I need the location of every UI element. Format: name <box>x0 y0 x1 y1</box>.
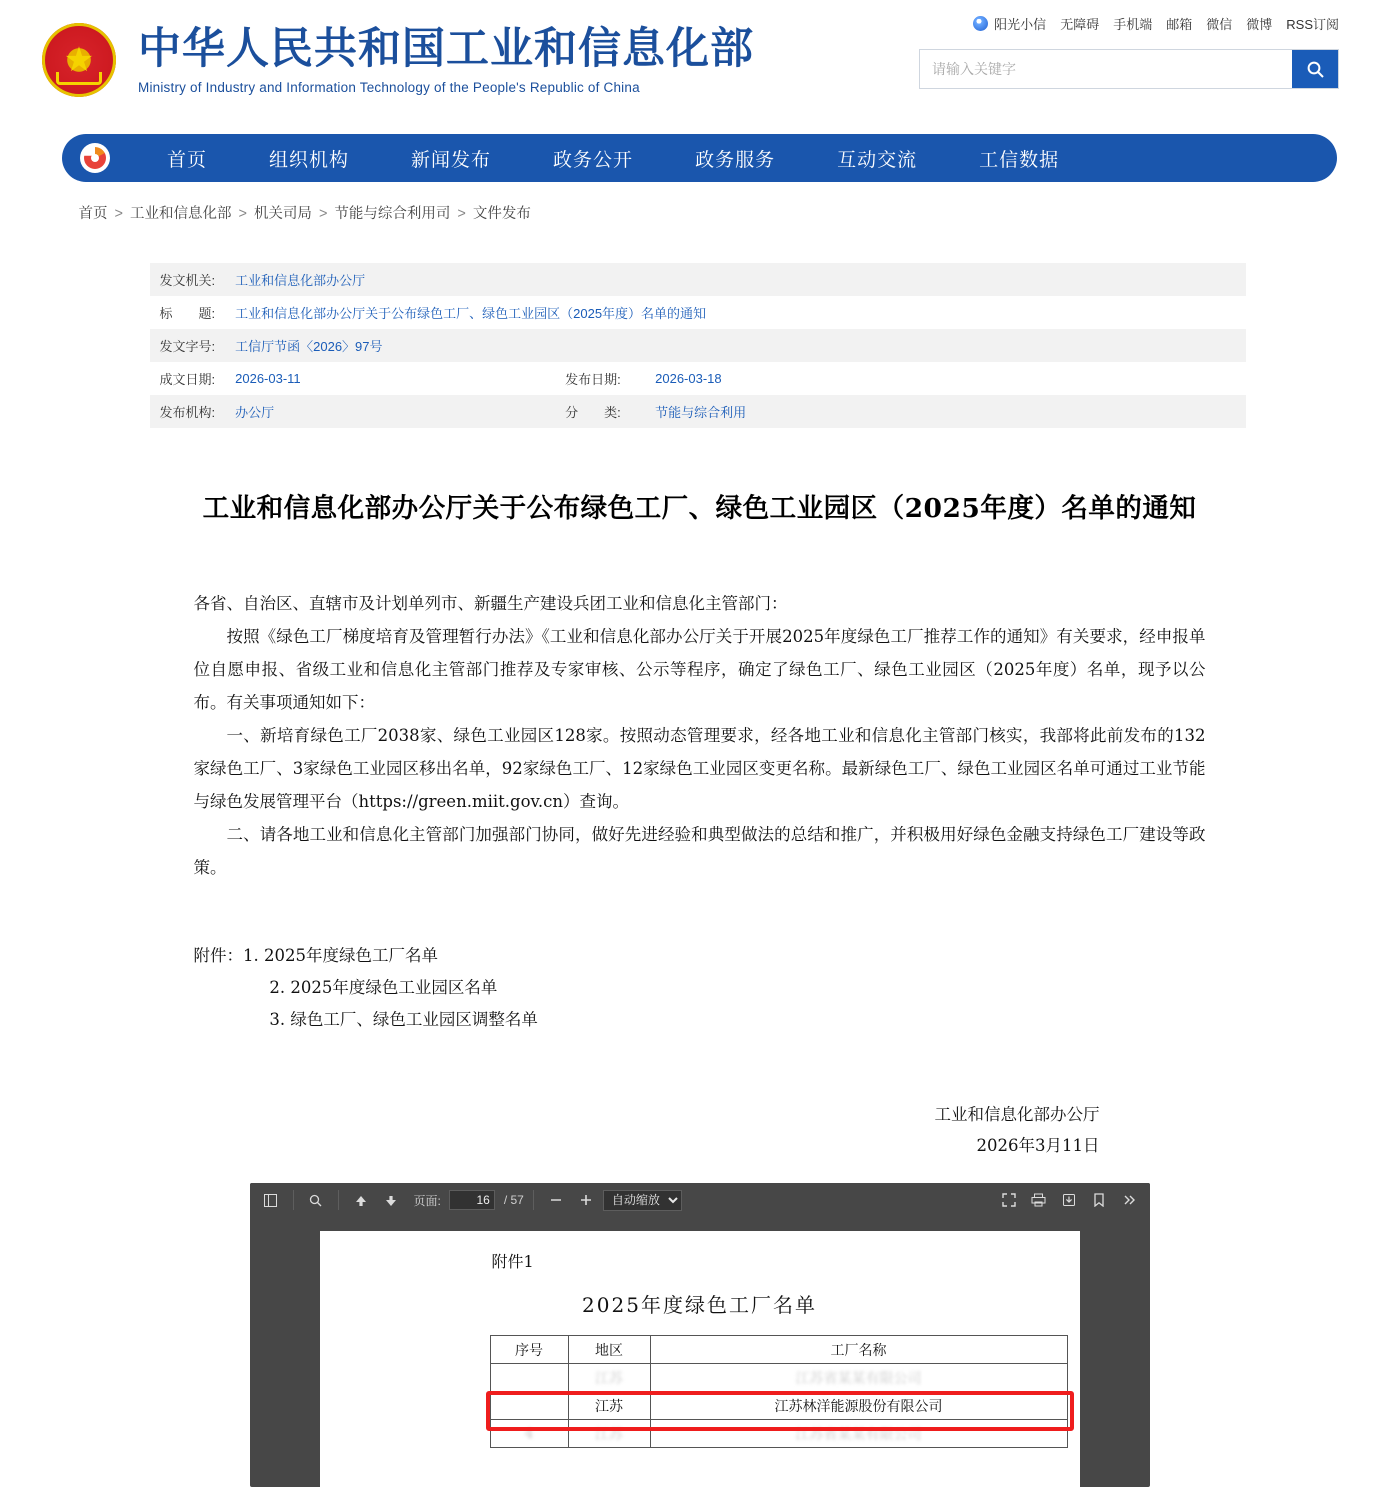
meta-value-publish-date: 2026-03-18 <box>655 371 722 386</box>
breadcrumb <box>35 202 1365 223</box>
signoff-date: 2026年3月11日 <box>976 1135 1100 1155</box>
nav-item-home[interactable]: 首页 <box>167 149 208 171</box>
site-title-block <box>138 25 754 94</box>
meta-label-publisher: 发布机构: <box>159 405 216 420</box>
pdf-toolbar <box>250 1183 1150 1217</box>
top-links <box>919 14 1339 33</box>
page-input[interactable] <box>449 1190 495 1210</box>
signoff-org: 工业和信息化部办公厅 <box>934 1104 1100 1124</box>
meta-value-doc-number[interactable]: 工信厅节函〈2026〉97号 <box>235 339 383 354</box>
zoom-select[interactable] <box>603 1190 682 1211</box>
national-emblem-icon <box>42 23 116 97</box>
pdf-attachment-number: 附件1 <box>491 1252 534 1272</box>
nav-item-government-disclosure[interactable]: 政务公开 <box>553 149 634 171</box>
download-icon[interactable] <box>1056 1188 1082 1212</box>
meta-value-publisher: 办公厅 <box>235 405 275 420</box>
meta-label-category: 分 类: <box>565 405 621 420</box>
cell-region: 江苏 <box>568 1364 650 1392</box>
meta-label-publish-date: 发布日期: <box>565 372 621 387</box>
attachment-link-1[interactable]: 2025年度绿色工厂名单 <box>264 946 438 965</box>
header-right <box>919 14 1339 89</box>
table-header-row <box>490 1336 1067 1364</box>
nav-item-interaction[interactable]: 互动交流 <box>837 149 918 171</box>
breadcrumb-sep: > <box>114 206 123 222</box>
search-icon[interactable] <box>303 1188 329 1212</box>
cell-region: 江苏 <box>568 1420 650 1448</box>
body-paragraph-1: 按照《绿色工厂梯度培育及管理暂行办法》《工业和信息化部办公厅关于开展2025年度绿色工厂推荐工作的通知》有关要求，经申报单位自愿申报、省级工业和信息化主管部门推荐及专家审核、公示等程序，确定了绿色工厂、绿色工业园区（2025年度）名单，现予以公布。有关事项通知如下： <box>193 627 1206 712</box>
document-meta-table <box>150 263 1246 428</box>
breadcrumb-item-1[interactable]: 工业和信息化部 <box>129 206 232 222</box>
miit-logo-icon <box>80 143 110 173</box>
meta-row-dates <box>150 362 1246 395</box>
toolbar-divider <box>338 1190 339 1210</box>
meta-label-doc-number: 发文字号: <box>159 339 216 354</box>
top-link-sunshine[interactable]: 阳光小信 <box>994 17 1047 32</box>
sunshine-icon <box>973 16 988 31</box>
top-link-mail[interactable]: 邮箱 <box>1166 17 1193 32</box>
toolbar-divider <box>293 1190 294 1210</box>
column-header-region: 地区 <box>568 1336 650 1364</box>
top-link-weibo[interactable]: 微博 <box>1246 17 1273 32</box>
nav-item-data[interactable]: 工信数据 <box>979 149 1060 171</box>
pdf-viewer <box>250 1183 1150 1487</box>
document-container <box>150 263 1250 1161</box>
chevron-double-right-icon[interactable] <box>1116 1188 1142 1212</box>
meta-value-category: 节能与综合利用 <box>655 405 747 420</box>
bookmark-icon[interactable] <box>1086 1188 1112 1212</box>
top-link-accessibility[interactable]: 无障碍 <box>1060 17 1100 32</box>
pdf-page-title: 2025年度绿色工厂名单 <box>582 1293 817 1318</box>
breadcrumb-item-4[interactable]: 文件发布 <box>472 206 531 222</box>
body-paragraph-3: 二、请各地工业和信息化主管部门加强部门协同，做好先进经验和典型做法的总结和推广，并积极用好绿色金融支持绿色工厂建设等政策。 <box>193 825 1206 877</box>
document-body <box>194 587 1206 884</box>
attachment-row-2[interactable]: 2. 2025年度绿色工业园区名单 <box>269 978 498 998</box>
arrow-down-icon[interactable] <box>378 1188 404 1212</box>
cell-no: 4 <box>490 1420 568 1448</box>
site-title-cn: 中华人民共和国工业和信息化部 <box>138 24 754 75</box>
page-title: 工业和信息化部办公厅关于公布绿色工厂、绿色工业园区（2025年度）名单的通知 <box>202 493 1197 524</box>
column-header-no: 序号 <box>490 1336 568 1364</box>
top-link-wechat[interactable]: 微信 <box>1206 17 1233 32</box>
nav-item-government-services[interactable]: 政务服务 <box>695 149 776 171</box>
breadcrumb-sep: > <box>457 206 466 222</box>
attachment-row-1 <box>194 940 1206 972</box>
breadcrumb-item-3[interactable]: 节能与综合利用司 <box>334 206 451 222</box>
attachment-list <box>194 940 1206 1037</box>
table-row <box>490 1420 1067 1448</box>
cell-factory-name: 江苏省某某有限公司 <box>650 1420 1067 1448</box>
top-link-rss[interactable]: RSS订阅 <box>1286 17 1339 32</box>
main-nav <box>62 134 1337 182</box>
column-header-factory-name: 工厂名称 <box>650 1336 1067 1364</box>
pdf-factory-table <box>490 1335 1068 1448</box>
plus-icon[interactable] <box>573 1188 599 1212</box>
minus-icon[interactable] <box>543 1188 569 1212</box>
search-input[interactable] <box>920 50 1292 88</box>
body-paragraph-0: 各省、自治区、直辖市及计划单列市、新疆生产建设兵团工业和信息化主管部门： <box>193 594 788 613</box>
meta-value-written-date: 2026-03-11 <box>235 371 301 386</box>
table-row-highlighted <box>490 1392 1067 1420</box>
breadcrumb-sep: > <box>238 206 247 222</box>
nav-item-organization[interactable]: 组织机构 <box>269 149 350 171</box>
cell-no <box>490 1364 568 1392</box>
search-icon <box>1306 60 1325 79</box>
search-button[interactable] <box>1292 50 1338 88</box>
meta-row-doc-number <box>150 329 1246 362</box>
site-title-en: Ministry of Industry and Information Technology of the People's Republic of China <box>138 79 640 95</box>
cell-factory-name: 江苏省某某有限公司 <box>650 1364 1067 1392</box>
cell-factory-name: 江苏林洋能源股份有限公司 <box>650 1392 1067 1420</box>
cell-region: 江苏 <box>568 1392 650 1420</box>
meta-value-title[interactable]: 工业和信息化部办公厅关于公布绿色工厂、绿色工业园区（2025年度）名单的通知 <box>235 306 707 321</box>
breadcrumb-sep: > <box>318 206 328 222</box>
toolbar-divider <box>533 1190 534 1210</box>
meta-row-org <box>150 395 1246 428</box>
page-total: / 57 <box>503 1193 524 1208</box>
meta-label-issuing-agency: 发文机关: <box>159 273 216 288</box>
arrow-up-icon[interactable] <box>348 1188 374 1212</box>
breadcrumb-item-0[interactable]: 首页 <box>78 206 108 222</box>
meta-row-issuing-agency <box>150 263 1246 296</box>
meta-label-written-date: 成文日期: <box>159 372 216 387</box>
body-paragraph-2: 一、新培育绿色工厂2038家、绿色工业园区128家。按照动态管理要求，经各地工业和信息化主管部门核实，我部将此前发布的132家绿色工厂、3家绿色工业园区移出名单，92家绿色工厂、12家绿色工业园区变更名称。最新绿色工厂、绿色工业园区名单可通过工业节能与绿色发展管理平台（https://green.miit.gov.cn）查询。 <box>193 726 1206 811</box>
meta-row-title <box>150 296 1246 329</box>
pdf-page-canvas <box>320 1231 1080 1487</box>
attachment-row-3[interactable]: 3. 绿色工厂、绿色工业园区调整名单 <box>269 1010 538 1030</box>
meta-label-title: 标 题: <box>159 306 216 321</box>
top-link-mobile[interactable]: 手机端 <box>1113 17 1153 32</box>
attachment-label: 附件：1. <box>193 946 259 965</box>
search-bar <box>919 49 1339 89</box>
document-signoff <box>150 1099 1100 1162</box>
meta-value-issuing-agency[interactable]: 工业和信息化部办公厅 <box>235 273 366 288</box>
table-row <box>490 1364 1067 1392</box>
fullscreen-icon[interactable] <box>996 1188 1022 1212</box>
print-icon[interactable] <box>1026 1188 1052 1212</box>
cell-no <box>490 1392 568 1420</box>
sidebar-toggle-icon[interactable] <box>258 1188 284 1212</box>
page-label: 页面: <box>413 1193 441 1208</box>
nav-item-news[interactable]: 新闻发布 <box>411 149 492 171</box>
site-header <box>0 0 1399 120</box>
breadcrumb-item-2[interactable]: 机关司局 <box>253 206 312 222</box>
